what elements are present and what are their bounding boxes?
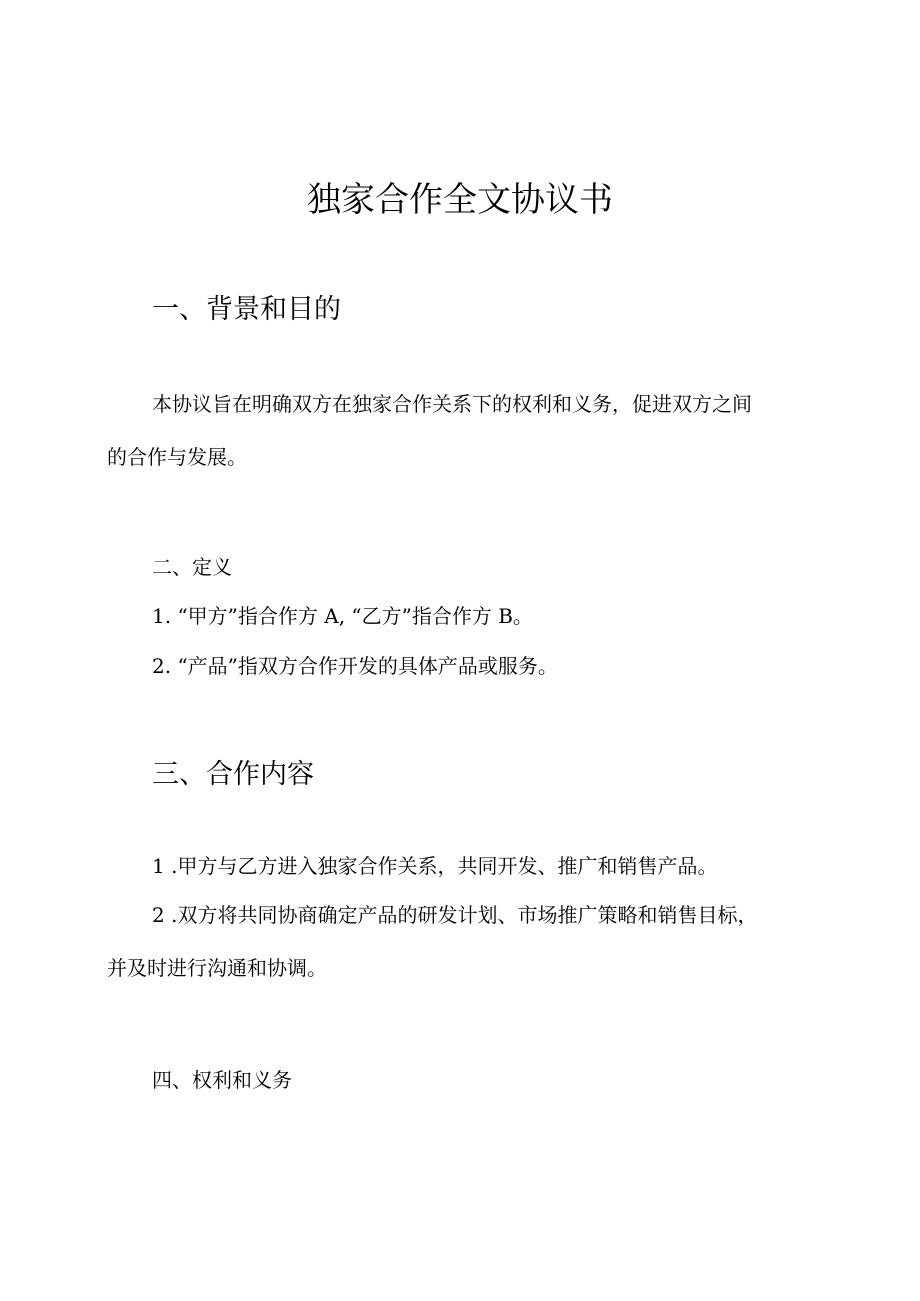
definition-item-2: 2. “产品”指双方合作开发的具体产品或服务。 bbox=[152, 654, 558, 678]
cooperation-item-2-line-1: 2 .双方将共同协商确定产品的研发计划、市场推广策略和销售目标， bbox=[152, 903, 758, 927]
cooperation-item-2 bbox=[107, 889, 807, 995]
section-4-heading: 四、权利和义务 bbox=[152, 1068, 292, 1092]
cooperation-item-1: 1 .甲方与乙方进入独家合作关系，共同开发、推广和销售产品。 bbox=[152, 854, 718, 878]
section-1-paragraph bbox=[107, 378, 807, 484]
section-1-paragraph-line-1: 本协议旨在明确双方在独家合作关系下的权利和义务，促进双方之间 bbox=[152, 392, 752, 416]
section-1-paragraph-line-2: 的合作与发展。 bbox=[107, 445, 247, 469]
section-3-heading: 三、合作内容 bbox=[152, 759, 314, 790]
cooperation-item-2-line-2: 并及时进行沟通和协调。 bbox=[107, 956, 327, 980]
definition-item-1: 1. “甲方”指合作方 A, “乙方”指合作方 B。 bbox=[152, 604, 533, 628]
document-title: 独家合作全文协议书 bbox=[307, 180, 613, 220]
section-1-heading: 一、背景和目的 bbox=[152, 294, 341, 325]
section-2-heading: 二、定义 bbox=[152, 555, 232, 579]
